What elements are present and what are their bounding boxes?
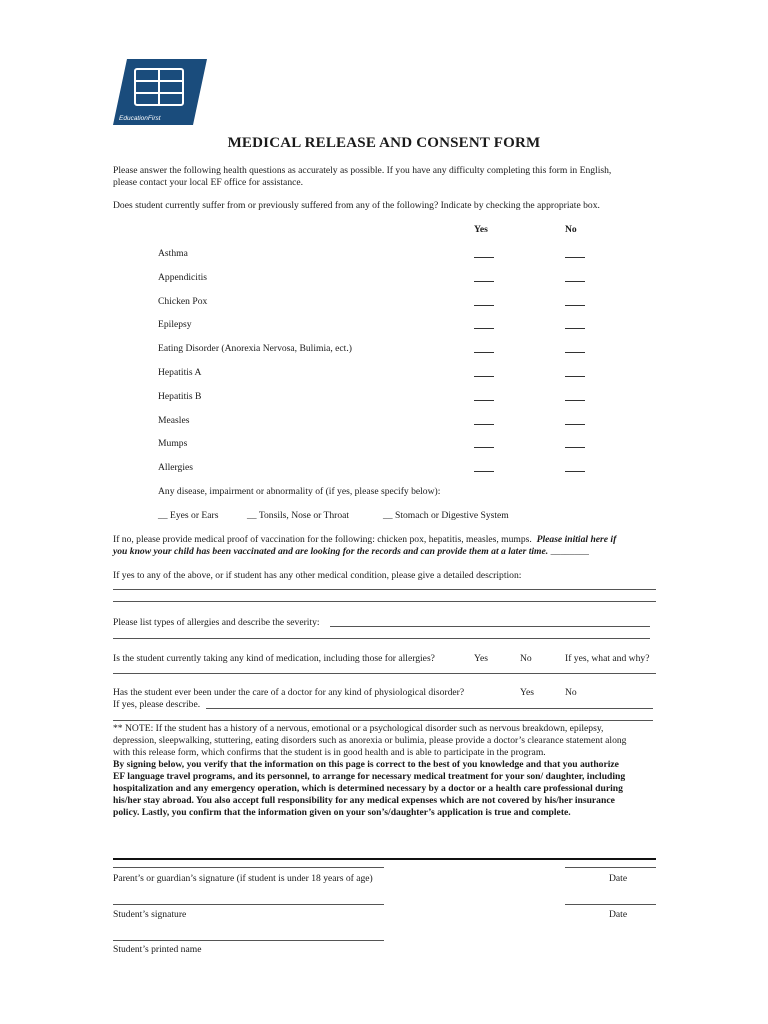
condition-no-blank[interactable] <box>565 305 585 306</box>
student-date-line[interactable] <box>565 904 656 905</box>
student-signature-line[interactable] <box>113 904 384 905</box>
option-stomach-digestive[interactable]: __ Stomach or Digestive System <box>383 510 509 521</box>
note-line: ** NOTE: If the student has a history of a nervous, emotional or a psychological disorder such as nervous breakdown, epilepsy, <box>113 723 604 734</box>
medication-question: Is the student currently taking any kind of medication, including those for allergies? <box>113 653 435 664</box>
medication-yes[interactable]: Yes <box>474 653 488 664</box>
ef-logo <box>113 59 207 125</box>
condition-no-blank[interactable] <box>565 328 585 329</box>
parent-signature-label: Parent’s or guardian’s signature (if student is under 18 years of age) <box>113 873 373 884</box>
intro-line-1: Please answer the following health questions as accurately as possible. If you have any difficulty completing this form in English, <box>113 165 612 176</box>
medication-what-why: If yes, what and why? <box>565 653 650 664</box>
doctor-describe-line-1[interactable] <box>206 708 653 709</box>
condition-no-blank[interactable] <box>565 424 585 425</box>
doctor-question: Has the student ever been under the care of a doctor for any kind of physiological disorder? <box>113 687 465 698</box>
condition-yes-blank[interactable] <box>474 424 494 425</box>
condition-yes-blank[interactable] <box>474 352 494 353</box>
doctor-yes[interactable]: Yes <box>520 687 534 698</box>
student-signature-label: Student’s signature <box>113 909 187 920</box>
condition-no-blank[interactable] <box>565 376 585 377</box>
col-yes-header: Yes <box>474 224 488 235</box>
consent-paragraph <box>113 759 643 819</box>
condition-no-blank[interactable] <box>565 281 585 282</box>
any-disease-label: Any disease, impairment or abnormality of (if yes, please specify below): <box>158 486 441 497</box>
doctor-describe-line-2[interactable] <box>113 720 653 721</box>
allergies-line-2[interactable] <box>113 638 650 639</box>
condition-label: Asthma <box>158 248 188 259</box>
option-eyes-ears[interactable]: __ Eyes or Ears <box>158 510 219 521</box>
condition-label: Eating Disorder (Anorexia Nervosa, Bulimia, ect.) <box>158 343 352 355</box>
condition-yes-blank[interactable] <box>474 471 494 472</box>
printed-name-label: Student’s printed name <box>113 944 202 955</box>
allergies-line-1[interactable] <box>330 626 650 627</box>
vaccination-text <box>113 534 616 546</box>
parent-date-label: Date <box>609 873 628 884</box>
condition-label: Epilepsy <box>158 319 192 331</box>
consent-line: his/her stay abroad. You also accept full responsibility for any medical expenses which are not covered by his/her insurance <box>113 795 615 806</box>
detailed-description-label: If yes to any of the above, or if student has any other medical condition, please give a detailed description: <box>113 570 522 581</box>
condition-label: Mumps <box>158 438 188 450</box>
condition-no-blank[interactable] <box>565 447 585 448</box>
condition-label: Hepatitis A <box>158 367 202 378</box>
form-title: MEDICAL RELEASE AND CONSENT FORM <box>227 135 541 151</box>
signature-divider <box>113 858 656 860</box>
condition-yes-blank[interactable] <box>474 400 494 401</box>
condition-yes-blank[interactable] <box>474 376 494 377</box>
condition-label: Chicken Pox <box>158 295 208 307</box>
condition-yes-blank[interactable] <box>474 305 494 306</box>
consent-line: By signing below, you verify that the information on this page is correct to the best of you knowledge and that you authorize <box>113 759 619 770</box>
allergies-label: Please list types of allergies and describe the severity: <box>113 617 320 628</box>
consent-line: EF language travel programs, and its personnel, to arrange for necessary medical treatment for your son/ daughter, including <box>113 771 626 782</box>
medication-no[interactable]: No <box>520 653 532 664</box>
condition-yes-blank[interactable] <box>474 257 494 258</box>
note-line: depression, sleepwalking, stuttering, eating disorders such as anorexia or bulimia, please provide a doctor’s clearance statement along <box>113 735 627 746</box>
vaccination-line-1: If no, please provide medical proof of vaccination for the following: chicken pox, hepatitis, measles, mumps. <box>113 534 532 545</box>
note-line: with this release form, which confirms that the student is in good health and is able to participate in the program. <box>113 747 546 758</box>
condition-yes-blank[interactable] <box>474 328 494 329</box>
parent-signature-line[interactable] <box>113 867 384 868</box>
description-line-1[interactable] <box>113 589 656 590</box>
consent-line: policy. Lastly, you confirm that the information given on your son’s/daughter’s application is true and complete. <box>113 807 571 818</box>
description-line-2[interactable] <box>113 601 656 602</box>
intro-line-2: please contact your local EF office for assistance. <box>113 177 304 188</box>
col-no-header: No <box>565 224 577 235</box>
vaccination-line-2-wrap <box>113 546 589 558</box>
vaccination-initial-blank[interactable]: ________ <box>550 546 589 557</box>
doctor-no[interactable]: No <box>565 687 577 698</box>
condition-label: Allergies <box>158 462 193 474</box>
condition-label: Measles <box>158 414 190 426</box>
note-paragraph <box>113 723 643 759</box>
condition-no-blank[interactable] <box>565 352 585 353</box>
condition-label: Hepatitis B <box>158 390 202 402</box>
vaccination-line-2: you know your child has been vaccinated and are looking for the records and can provide them at a later time. <box>113 546 549 557</box>
condition-yes-blank[interactable] <box>474 281 494 282</box>
logo-text: EducationFirst <box>119 115 161 122</box>
printed-name-line[interactable] <box>113 940 384 941</box>
condition-label: Appendicitis <box>158 271 208 283</box>
medication-line[interactable] <box>113 673 656 674</box>
vaccination-initial-prompt: Please initial here if <box>536 534 617 545</box>
condition-no-blank[interactable] <box>565 471 585 472</box>
condition-question: Does student currently suffer from or previously suffered from any of the following? Indicate by checking the appropriate box. <box>113 200 600 211</box>
student-date-label: Date <box>609 909 628 920</box>
condition-no-blank[interactable] <box>565 257 585 258</box>
doctor-describe-label: If yes, please describe. <box>113 699 201 710</box>
consent-line: hospitalization and any emergency operation, which is determined necessary by a doctor or a health care professional during <box>113 783 623 794</box>
parent-date-line[interactable] <box>565 867 656 868</box>
condition-no-blank[interactable] <box>565 400 585 401</box>
condition-yes-blank[interactable] <box>474 447 494 448</box>
option-tonsils-nose-throat[interactable]: __ Tonsils, Nose or Throat <box>247 510 350 521</box>
